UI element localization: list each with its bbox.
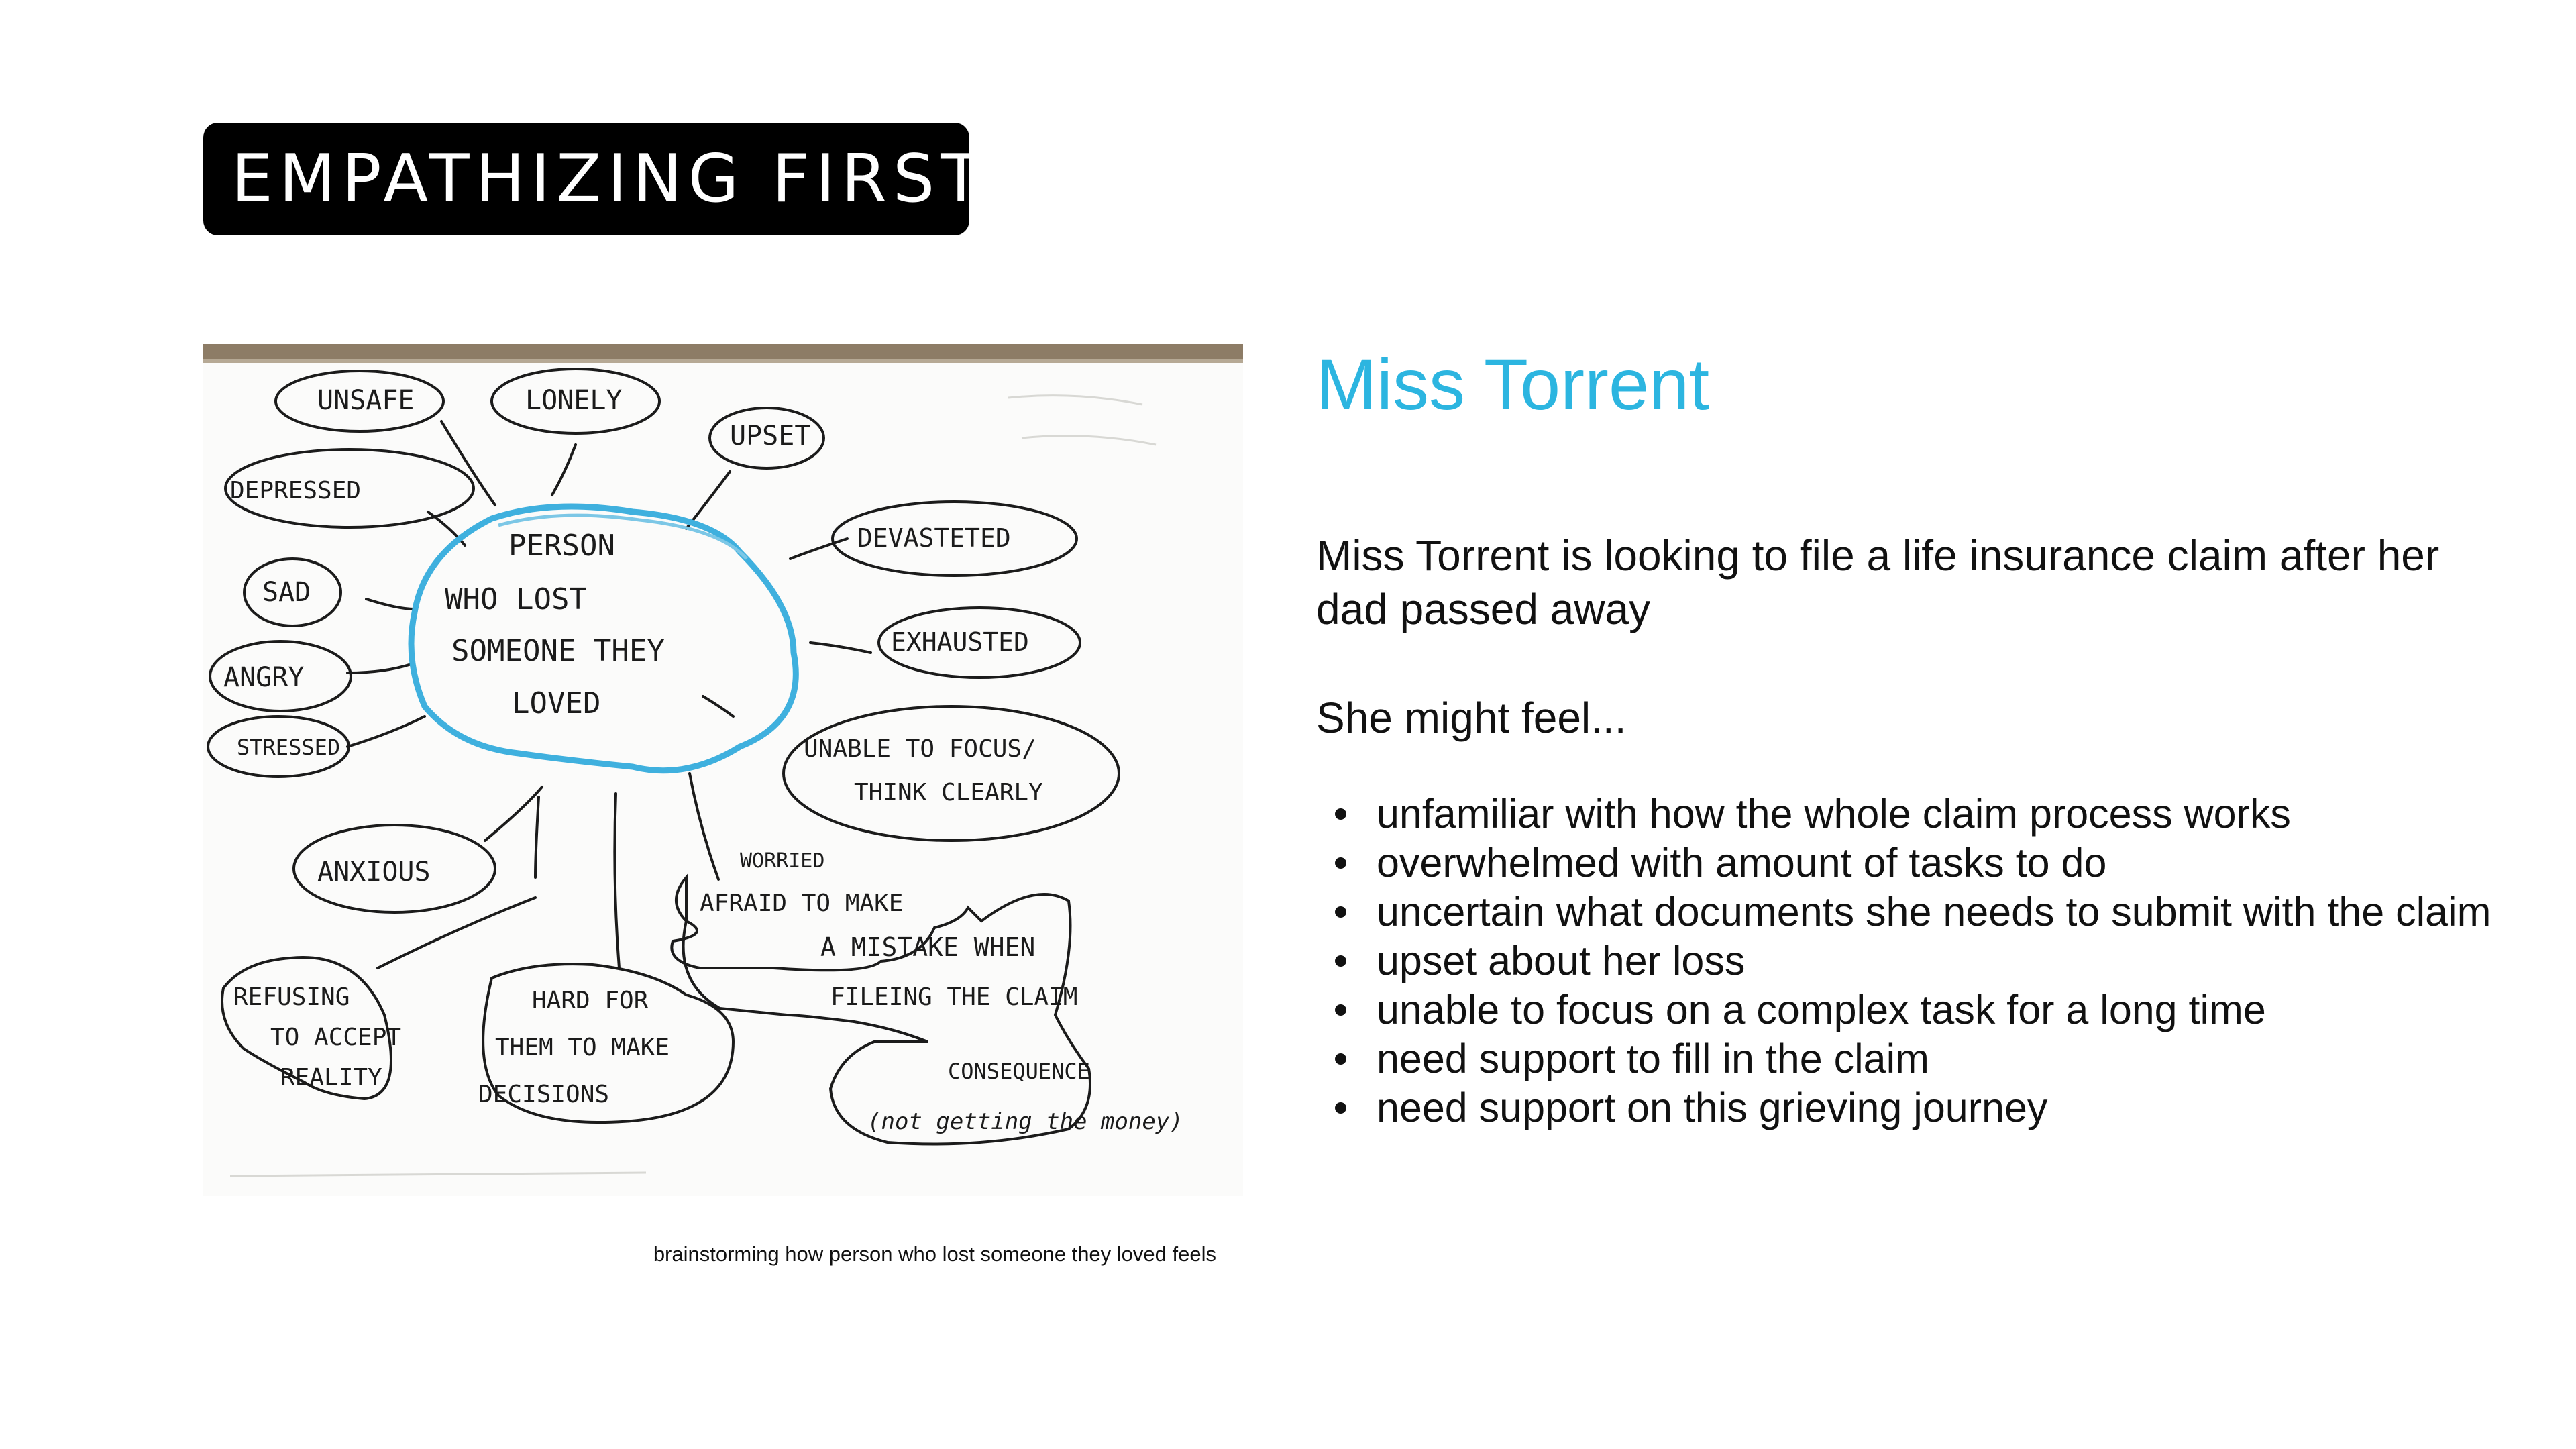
word-unable-2: THINK CLEARLY: [854, 779, 1043, 806]
word-sad: SAD: [262, 577, 311, 608]
word-angry: ANGRY: [223, 662, 305, 693]
word-consequence-2: (not getting the money): [867, 1108, 1183, 1135]
list-item: need support to fill in the claim: [1377, 1034, 2517, 1083]
center-line-3: SOMEONE THEY: [451, 634, 665, 668]
list-item: uncertain what documents she needs to submit with the claim: [1377, 888, 2517, 936]
feelings-list: [1316, 790, 2517, 1132]
persona-intro: Miss Torrent is looking to file a life insurance claim after her dad passed away: [1316, 531, 2440, 633]
word-afraid-1: AFRAID TO MAKE: [700, 890, 904, 917]
word-hard-3: DECISIONS: [478, 1081, 610, 1108]
word-unable-1: UNABLE TO FOCUS/: [804, 735, 1036, 763]
whiteboard-photo: [203, 344, 1243, 1196]
word-consequence-1: CONSEQUENCE: [948, 1059, 1090, 1084]
word-devastated: DEVASTETED: [857, 523, 1011, 553]
center-line-2: WHO LOST: [445, 582, 587, 616]
word-refusing-1: REFUSING: [233, 983, 350, 1011]
center-line-4: LOVED: [512, 686, 601, 720]
word-afraid-2: A MISTAKE WHEN: [820, 932, 1036, 962]
word-worried: WORRIED: [740, 849, 825, 873]
word-anxious: ANXIOUS: [317, 857, 431, 888]
word-refusing-3: REALITY: [280, 1064, 382, 1091]
photo-caption: brainstorming how person who lost someone they loved feels: [653, 1242, 1216, 1266]
word-afraid-3: FILEING THE CLAIM: [830, 983, 1078, 1011]
center-text: [445, 529, 665, 720]
word-stressed: STRESSED: [237, 735, 341, 760]
word-hard-2: THEM TO MAKE: [495, 1034, 670, 1061]
list-item: overwhelmed with amount of tasks to do: [1377, 839, 2517, 888]
list-item: upset about her loss: [1377, 936, 2517, 985]
word-hard-1: HARD FOR: [532, 987, 649, 1014]
title-badge: [203, 123, 987, 235]
word-lonely: LONELY: [525, 385, 623, 416]
mind-map-sketch: [203, 344, 1243, 1196]
persona-name: Miss Torrent: [1316, 343, 1710, 425]
list-item: need support on this grieving journey: [1377, 1083, 2517, 1132]
word-unsafe: UNSAFE: [317, 385, 415, 416]
word-exhausted: EXHAUSTED: [891, 627, 1029, 657]
feelings-lead: She might feel...: [1316, 694, 1627, 742]
word-depressed: DEPRESSED: [230, 477, 362, 504]
list-item: unable to focus on a complex task for a long time: [1377, 985, 2517, 1034]
word-refusing-2: TO ACCEPT: [270, 1024, 402, 1051]
feeling-words: [223, 385, 1183, 1135]
word-upset: UPSET: [730, 421, 811, 451]
list-item: unfamiliar with how the whole claim process works: [1377, 790, 2517, 839]
slide-title: EMPATHIZING FIRST: [231, 141, 987, 217]
center-line-1: PERSON: [508, 529, 615, 563]
